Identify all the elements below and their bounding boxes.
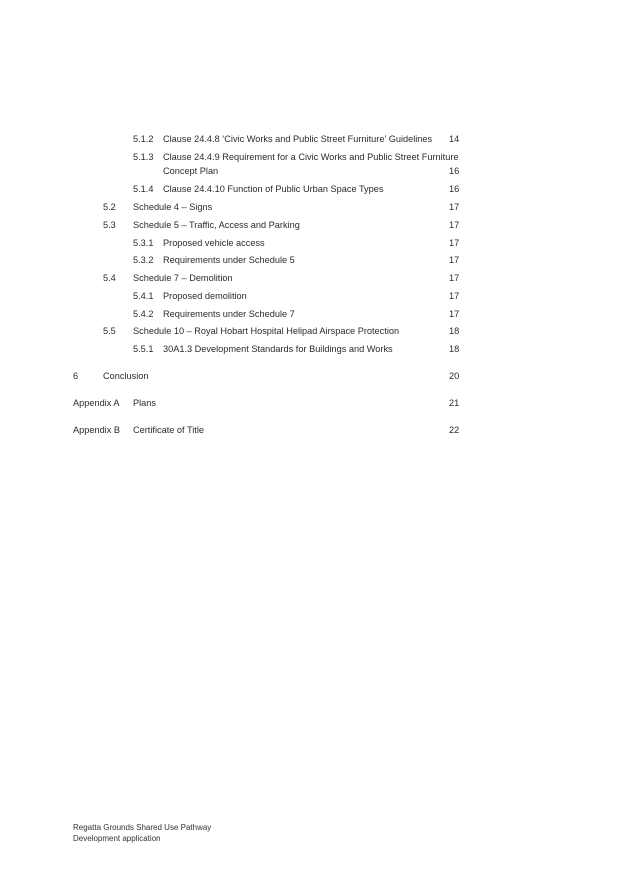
toc-entry-number: 5.4.2 xyxy=(133,309,154,319)
toc-entry-page: 20 xyxy=(449,371,460,381)
toc-entry-title: Schedule 4 – Signs xyxy=(133,202,213,212)
toc-entry-number: 6 xyxy=(73,371,79,381)
page-footer xyxy=(73,822,211,844)
toc-entry[interactable] xyxy=(0,424,622,436)
toc-entry-title: Requirements under Schedule 5 xyxy=(163,255,295,265)
toc-entry-title: Plans xyxy=(133,398,156,408)
toc-entry-number: 5.3.2 xyxy=(133,255,154,265)
toc-entry-page: 16 xyxy=(449,184,460,194)
toc-entry-title: Proposed vehicle access xyxy=(163,238,265,248)
toc-entry-title: Requirements under Schedule 7 xyxy=(163,309,295,319)
toc-entry-title: Clause 24.4.8 ‘Civic Works and Public Street Furniture’ Guidelines xyxy=(163,134,433,144)
toc-entry-page: 22 xyxy=(449,425,460,435)
toc-entry-number: 5.2 xyxy=(103,202,116,212)
toc-entry-page: 17 xyxy=(449,202,460,212)
toc-entry[interactable] xyxy=(0,201,622,213)
toc-entry-number: 5.1.3 xyxy=(133,152,154,162)
toc-entry[interactable] xyxy=(0,308,622,320)
toc-entry-page: 14 xyxy=(449,134,460,144)
toc-entry[interactable] xyxy=(0,397,622,409)
toc-entry-page: 17 xyxy=(449,309,460,319)
footer-document-type: Development application xyxy=(73,834,161,843)
toc-entry-page: 21 xyxy=(449,398,460,408)
toc-entry-page: 17 xyxy=(449,220,460,230)
toc-entry-title: Schedule 5 – Traffic, Access and Parking xyxy=(133,220,300,230)
toc-entry[interactable] xyxy=(0,151,622,177)
toc-entry-page: 18 xyxy=(449,326,460,336)
toc-entry[interactable] xyxy=(0,272,622,284)
toc-entry-title: Clause 24.4.9 Requirement for a Civic Works and Public Street Furniture xyxy=(163,152,459,162)
toc-entry[interactable] xyxy=(0,325,622,337)
toc-entry[interactable] xyxy=(0,370,622,382)
toc-entry-number: 5.5.1 xyxy=(133,344,154,354)
toc-entry[interactable] xyxy=(0,133,622,145)
toc-entry-page: 17 xyxy=(449,273,460,283)
toc-entry[interactable] xyxy=(0,290,622,302)
toc-entry-title: Proposed demolition xyxy=(163,291,247,301)
toc-entry-title: Schedule 10 – Royal Hobart Hospital Helipad Airspace Protection xyxy=(133,326,400,336)
toc-entry-number: 5.5 xyxy=(103,326,116,336)
toc-entry-number: 5.3 xyxy=(103,220,116,230)
toc-entry-title: Clause 24.4.10 Function of Public Urban Space Types xyxy=(163,184,384,194)
toc-entry-page: 16 xyxy=(449,166,460,176)
toc-entry-page: 17 xyxy=(449,291,460,301)
toc-entry-number: 5.3.1 xyxy=(133,238,154,248)
toc-entry[interactable] xyxy=(0,237,622,249)
toc-entry-number: Appendix B xyxy=(73,425,120,435)
toc-entry-number: 5.4 xyxy=(103,273,116,283)
toc-entry-title: Conclusion xyxy=(103,371,149,381)
toc-entry-number: 5.1.4 xyxy=(133,184,154,194)
toc-entry[interactable] xyxy=(0,254,622,266)
toc-entry-page: 18 xyxy=(449,344,460,354)
toc-entry-page: 17 xyxy=(449,238,460,248)
toc-entry-title: 30A1.3 Development Standards for Buildings and Works xyxy=(163,344,393,354)
toc-entry-title: Certificate of Title xyxy=(133,425,204,435)
toc-entry-number: 5.1.2 xyxy=(133,134,154,144)
toc-entry-page: 17 xyxy=(449,255,460,265)
footer-project-title: Regatta Grounds Shared Use Pathway xyxy=(73,823,212,832)
toc-entry[interactable] xyxy=(0,183,622,195)
toc-entry-title-continued: Concept Plan xyxy=(163,166,219,176)
toc-entry-title: Schedule 7 – Demolition xyxy=(133,273,233,283)
toc-entry-number: Appendix A xyxy=(73,398,120,408)
toc-entry[interactable] xyxy=(0,219,622,231)
toc-entry-number: 5.4.1 xyxy=(133,291,154,301)
toc-entry[interactable] xyxy=(0,343,622,355)
